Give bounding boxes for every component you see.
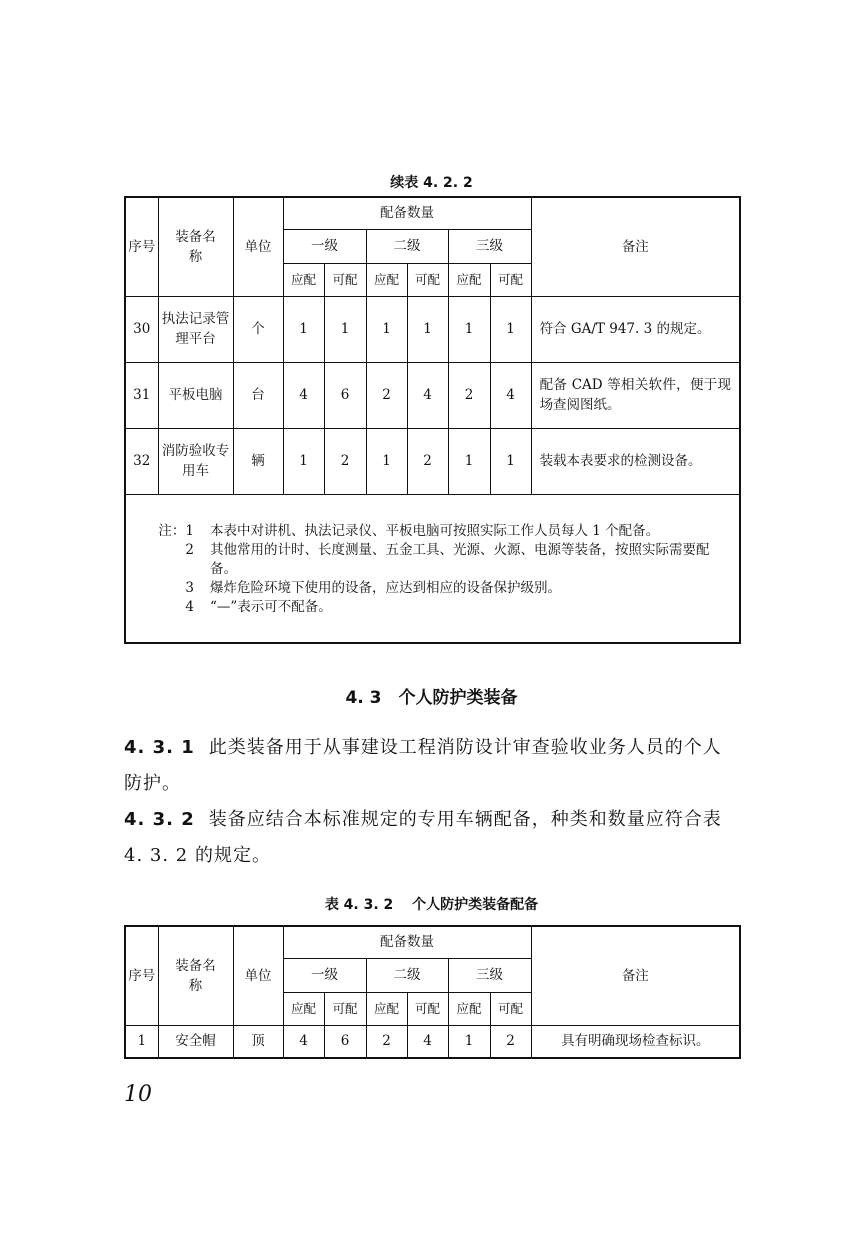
clause-4-3-1 (124, 730, 739, 802)
section-heading: 4. 3 个人防护类装备 (345, 688, 518, 708)
cell-seq: 30 (125, 296, 158, 362)
header-name: 装备名称 (158, 926, 233, 1025)
cell-qty: 2 (448, 362, 490, 428)
header-level: 二级 (366, 958, 448, 992)
header-seq: 序号 (125, 197, 158, 296)
cell-qty: 1 (448, 296, 490, 362)
note-text: 爆炸危险环境下使用的设备，应达到相应的设备保护级别。 (210, 579, 561, 596)
cell-remark: 符合 GA/T 947. 3 的规定。 (531, 296, 740, 362)
cell-seq: 1 (125, 1025, 158, 1058)
cell-qty: 1 (448, 428, 490, 494)
cell-qty: 1 (283, 296, 324, 362)
header-name: 装备名称 (158, 197, 233, 296)
header-sub: 应配 (283, 263, 324, 296)
note-label: 3 (185, 579, 194, 596)
note-item (148, 522, 729, 541)
cell-qty: 4 (283, 362, 324, 428)
cell-qty: 4 (490, 362, 531, 428)
cell-qty: 6 (324, 1025, 366, 1058)
header-level: 三级 (448, 958, 531, 992)
cell-seq: 31 (125, 362, 158, 428)
cell-qty: 2 (407, 428, 448, 494)
personal-protection-table (124, 925, 741, 1059)
cell-qty: 1 (407, 296, 448, 362)
cell-qty: 4 (407, 1025, 448, 1058)
cell-qty: 1 (324, 296, 366, 362)
table-row (125, 1025, 740, 1058)
note-label: 2 (185, 541, 194, 558)
cell-remark: 具有明确现场检查标识。 (531, 1025, 740, 1058)
cell-qty: 2 (490, 1025, 531, 1058)
header-level: 一级 (283, 958, 366, 992)
note-item (148, 579, 729, 598)
header-level: 一级 (283, 229, 366, 263)
cell-qty: 1 (366, 296, 407, 362)
header-sub: 应配 (283, 992, 324, 1025)
cell-qty: 1 (490, 428, 531, 494)
note-text: 本表中对讲机、执法记录仪、平板电脑可按照实际工作人员每人 1 个配备。 (210, 522, 660, 539)
cell-unit: 顶 (233, 1025, 283, 1058)
note-item (148, 598, 729, 617)
header-sub: 可配 (407, 263, 448, 296)
cell-seq: 32 (125, 428, 158, 494)
cell-name: 执法记录管理平台 (158, 296, 233, 362)
note-text: 其他常用的计时、长度测量、五金工具、光源、火源、电源等装备，按照实际需要配备。 (210, 541, 710, 577)
cell-name: 消防验收专用车 (158, 428, 233, 494)
table-row (125, 296, 740, 362)
header-seq: 序号 (125, 926, 158, 1025)
header-sub: 可配 (490, 263, 531, 296)
cell-qty: 4 (283, 1025, 324, 1058)
clause-text: 装备应结合本标准规定的专用车辆配备，种类和数量应符合表 4. 3. 2 的规定。 (124, 809, 722, 866)
header-sub: 可配 (407, 992, 448, 1025)
header-sub: 可配 (324, 263, 366, 296)
header-sub: 可配 (324, 992, 366, 1025)
cell-remark: 装载本表要求的检测设备。 (531, 428, 740, 494)
table-row (125, 362, 740, 428)
cell-qty: 1 (366, 428, 407, 494)
header-qty: 配备数量 (283, 926, 531, 958)
clause-4-3-2 (124, 802, 739, 874)
header-sub: 应配 (448, 992, 490, 1025)
table-caption: 续表 4. 2. 2 (390, 175, 473, 191)
header-level: 三级 (448, 229, 531, 263)
cell-unit: 台 (233, 362, 283, 428)
cell-qty: 2 (366, 1025, 407, 1058)
note-item (148, 541, 729, 579)
table-notes (125, 494, 740, 643)
cell-name: 安全帽 (158, 1025, 233, 1058)
header-sub: 应配 (366, 263, 407, 296)
cell-name: 平板电脑 (158, 362, 233, 428)
header-remark: 备注 (531, 926, 740, 1025)
equipment-table-continued (124, 196, 741, 644)
cell-qty: 1 (283, 428, 324, 494)
note-label: 注：1 (158, 522, 194, 539)
cell-qty: 1 (448, 1025, 490, 1058)
cell-qty: 2 (324, 428, 366, 494)
header-remark: 备注 (531, 197, 740, 296)
header-level: 二级 (366, 229, 448, 263)
cell-qty: 4 (407, 362, 448, 428)
cell-qty: 6 (324, 362, 366, 428)
cell-unit: 辆 (233, 428, 283, 494)
clause-number: 4. 3. 2 (124, 809, 195, 830)
header-sub: 可配 (490, 992, 531, 1025)
cell-qty: 1 (490, 296, 531, 362)
header-sub: 应配 (366, 992, 407, 1025)
header-unit: 单位 (233, 197, 283, 296)
cell-remark: 配备 CAD 等相关软件，便于现场查阅图纸。 (531, 362, 740, 428)
clause-number: 4. 3. 1 (124, 737, 195, 758)
note-text: “—”表示可不配备。 (210, 598, 332, 615)
note-label: 4 (185, 598, 194, 615)
page-number: 10 (124, 1082, 152, 1107)
table-caption: 表 4. 3. 2 个人防护类装备配备 (324, 897, 539, 913)
table-row (125, 428, 740, 494)
cell-qty: 2 (366, 362, 407, 428)
header-sub: 应配 (448, 263, 490, 296)
header-qty: 配备数量 (283, 197, 531, 229)
header-unit: 单位 (233, 926, 283, 1025)
clause-text: 此类装备用于从事建设工程消防设计审查验收业务人员的个人防护。 (124, 737, 722, 794)
cell-unit: 个 (233, 296, 283, 362)
